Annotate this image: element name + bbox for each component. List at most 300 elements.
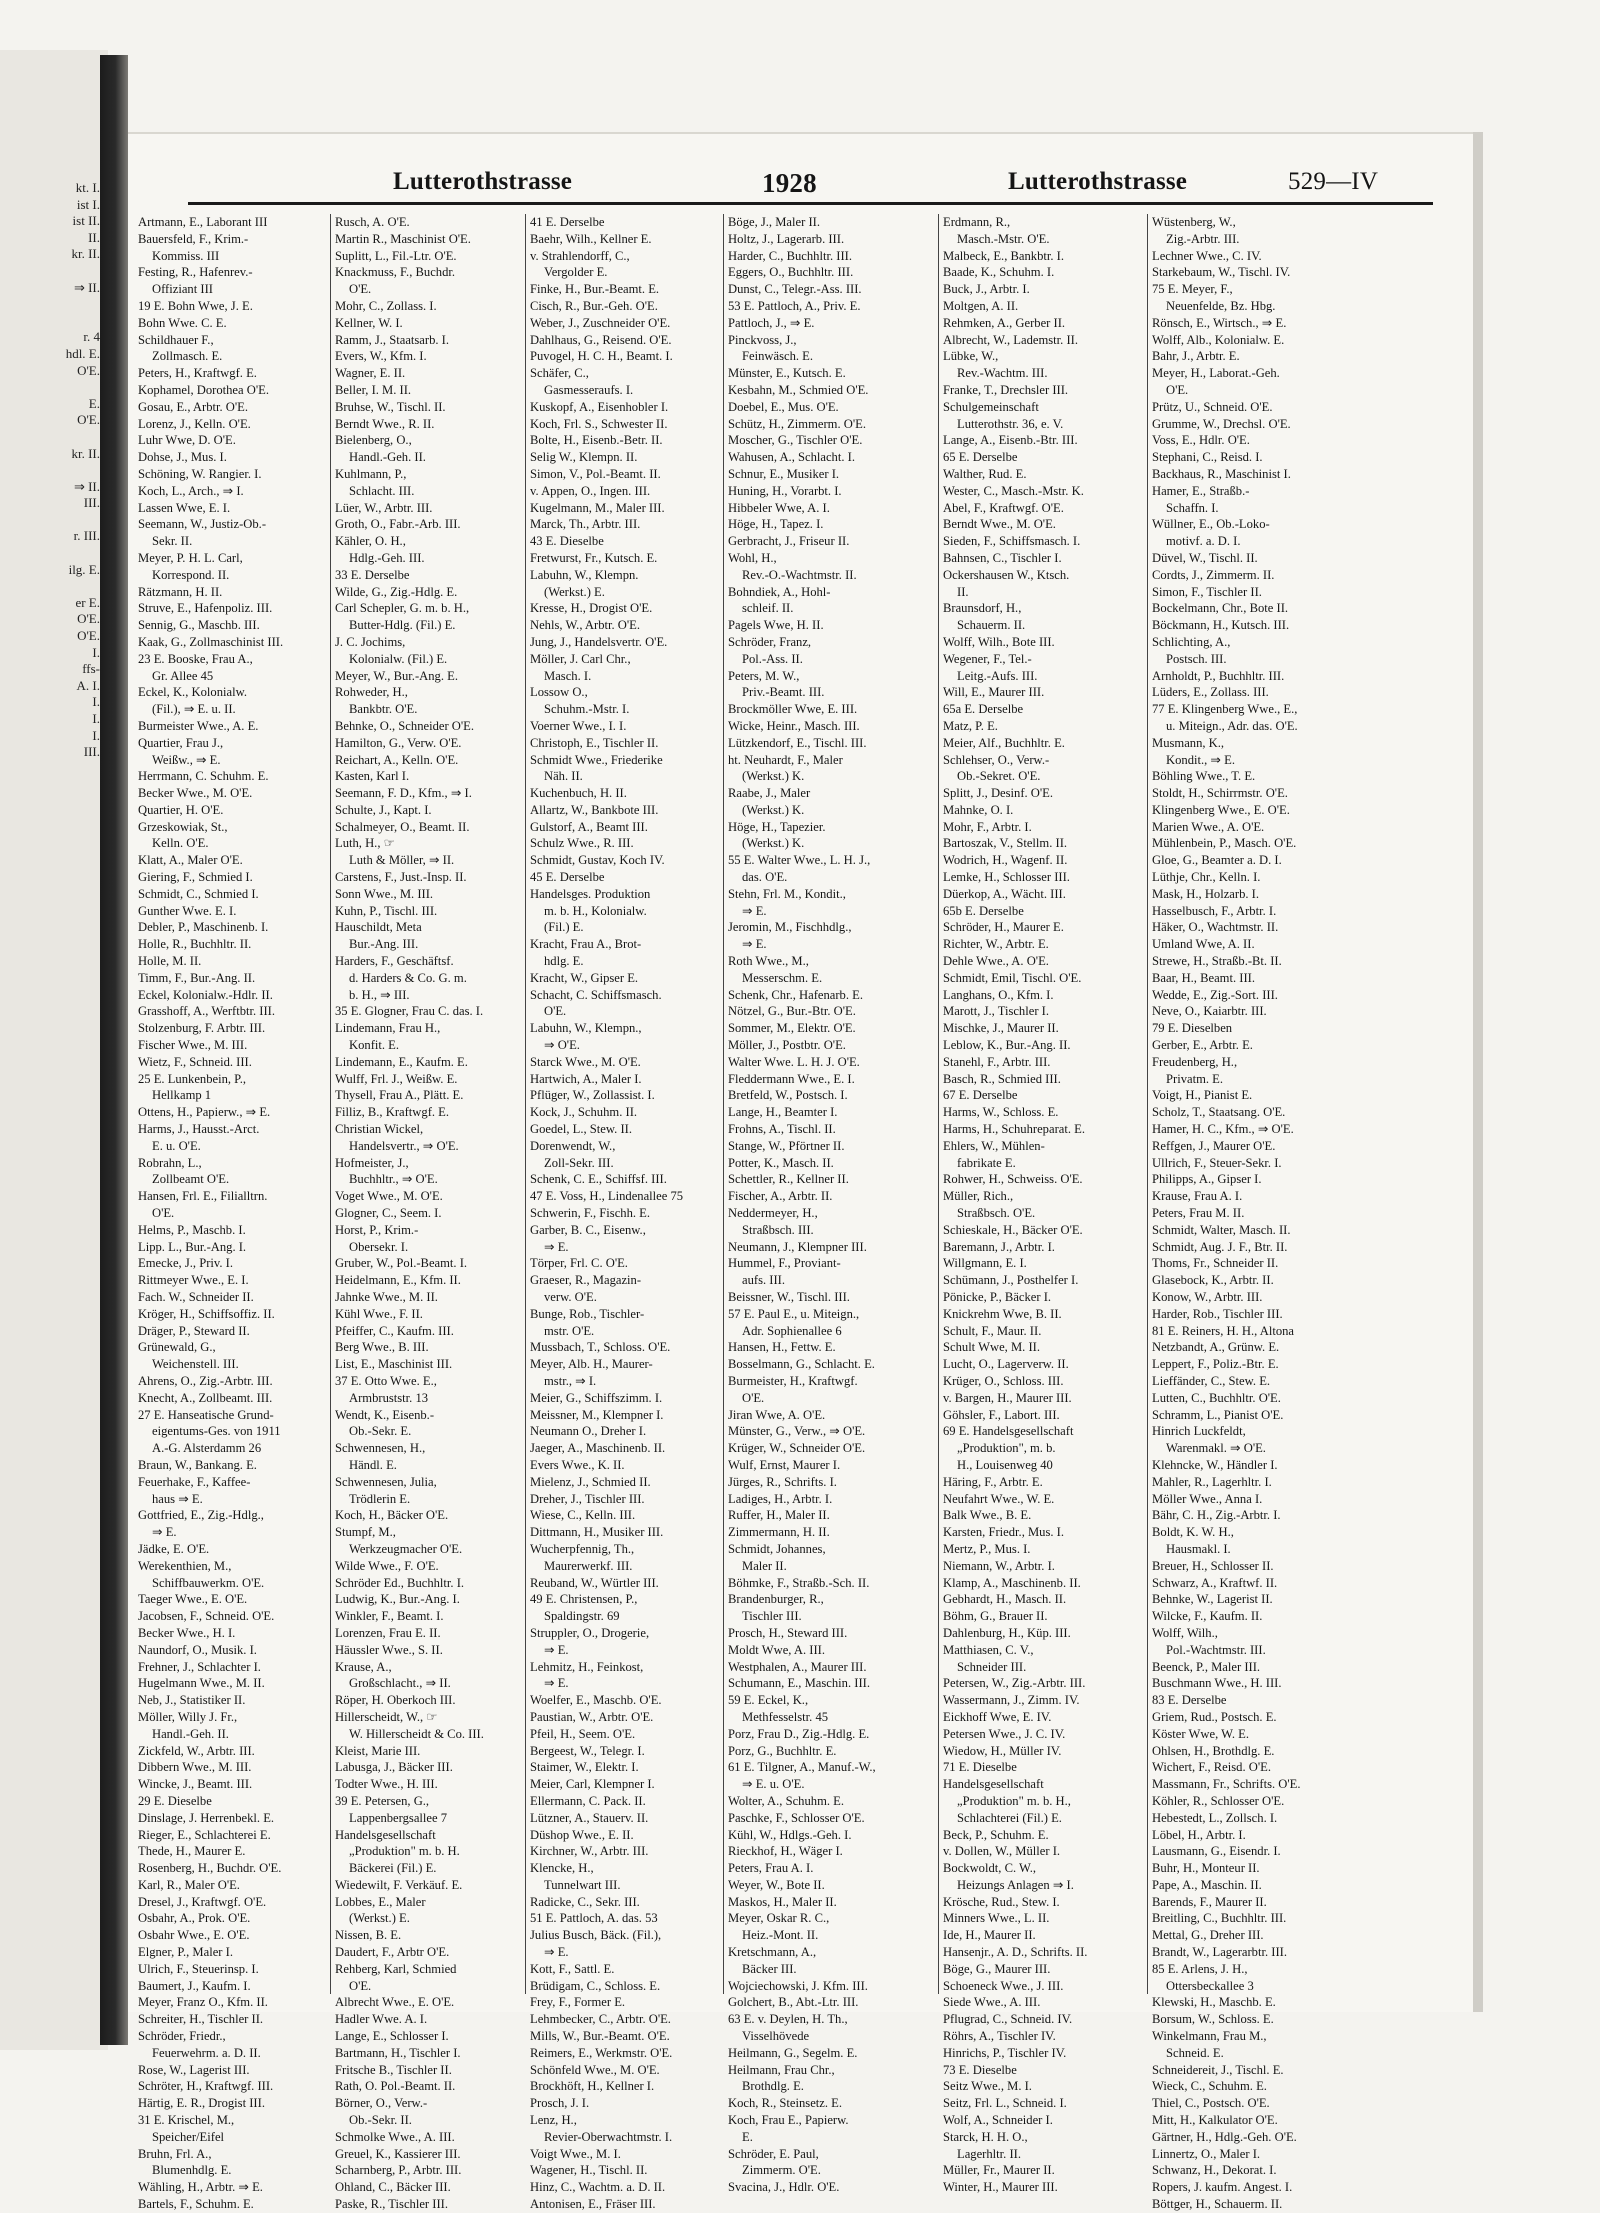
directory-entry: 65b E. Derselbe <box>943 903 1024 918</box>
directory-entry: Ob.-Sekr. II. <box>349 2113 412 2128</box>
directory-entry: Scharnberg, P., Arbtr. III. <box>335 2163 462 2178</box>
directory-entry: Harms, W., Schloss. E. <box>943 1105 1059 1120</box>
directory-entry: Behnke, W., Lagerist II. <box>1152 1592 1273 1607</box>
directory-entry: Hdlg.-Geh. III. <box>349 550 425 565</box>
directory-entry: Wicke, Heinr., Masch. III. <box>728 718 860 733</box>
directory-entry: Beller, I. M. II. <box>335 382 412 397</box>
directory-entry: Voget Wwe., M. O'E. <box>335 1189 443 1204</box>
directory-entry: Ob.-Sekret. O'E. <box>957 769 1041 784</box>
directory-entry: Schlichting, A., <box>1152 634 1231 649</box>
directory-entry: Daudert, F., Arbtr O'E. <box>335 1945 450 1960</box>
directory-entry: Gasmesseraufs. I. <box>544 382 634 397</box>
directory-entry: Julius Busch, Bäck. (Fil.), <box>530 1928 662 1943</box>
directory-entry: Dunst, C., Telegr.-Ass. III. <box>728 282 862 297</box>
directory-entry: Sommer, M., Elektr. O'E. <box>728 1021 856 1036</box>
left-page-fragment: ffs- <box>82 661 100 677</box>
directory-entry: Kelln. O'E. <box>152 836 209 851</box>
directory-entry: Harder, Rob., Tischler III. <box>1152 1306 1283 1321</box>
directory-entry: Bäckerei (Fil.) E. <box>349 1861 437 1876</box>
directory-entry: Wähling, H., Arbtr. ⇒ E. <box>138 2180 263 2195</box>
left-page-fragment <box>0 379 100 396</box>
page-reference: 529—IV <box>1288 168 1379 195</box>
directory-entry: Bretfeld, W., Postsch. I. <box>728 1088 848 1103</box>
directory-entry: ht. Neuhardt, F., Maler <box>728 752 843 767</box>
directory-entry: Hugelmann Wwe., M. II. <box>138 1676 265 1691</box>
left-page-fragment <box>0 429 100 446</box>
directory-entry: Langhans, O., Kfm. I. <box>943 987 1054 1002</box>
directory-entry: Richter, W., Arbtr. E. <box>943 937 1049 952</box>
directory-entry: Handelsvertr., ⇒ O'E. <box>349 1138 459 1153</box>
directory-entry: Pinckvoss, J., <box>728 332 797 347</box>
directory-entry: 61 E. Tilgner, A., Manuf.-W., <box>728 1760 876 1775</box>
directory-entry: Schwennesen, Julia, <box>335 1474 437 1489</box>
directory-entry: Beissner, W., Tischl. III. <box>728 1290 850 1304</box>
directory-entry: Holle, M. II. <box>138 954 202 969</box>
directory-entry: Dreher, J., Tischler III. <box>530 1491 645 1506</box>
directory-entry: Ulrich, F., Steuerinsp. I. <box>138 1961 259 1976</box>
directory-entry: Groth, O., Fabr.-Arb. III. <box>335 517 461 532</box>
directory-entry: A.-G. Alsterdamm 26 <box>152 1441 262 1456</box>
directory-entry: Golchert, B., Abt.-Ltr. III. <box>728 1995 859 2010</box>
directory-entry: Arnholdt, P., Buchhltr. III. <box>1152 668 1285 683</box>
directory-entry: Quartier, H. O'E. <box>138 802 224 817</box>
directory-entry: Hamilton, G., Verw. O'E. <box>335 735 462 750</box>
directory-entry: O'E. <box>349 282 372 297</box>
directory-entry: ⇒ E. <box>544 1642 569 1657</box>
directory-entry: Zollmasch. E. <box>152 349 223 364</box>
directory-entry: Pape, A., Maschin. II. <box>1152 1877 1262 1892</box>
directory-entry: Petersen, W., Zig.-Arbtr. III. <box>943 1676 1086 1691</box>
left-page-fragment: ilg. E. <box>68 561 100 577</box>
directory-entry: Kellner, W. I. <box>335 315 403 330</box>
directory-entry: 83 E. Derselbe <box>1152 1693 1227 1708</box>
directory-entry: schleif. II. <box>742 601 794 616</box>
left-page-fragment: ist II. <box>72 213 100 229</box>
directory-entry: Lossow O., <box>530 685 588 700</box>
directory-entry: Wahusen, A., Schlacht. I. <box>728 450 855 465</box>
directory-entry: Lausmann, G., Eisendr. I. <box>1152 1844 1281 1859</box>
directory-entry: Näh. II. <box>544 769 583 784</box>
directory-entry: Malbeck, E., Bankbtr. I. <box>943 248 1065 263</box>
directory-entry: Schildhauer F., <box>138 332 214 347</box>
directory-entry: Postsch. III. <box>1166 651 1227 666</box>
directory-entry: Krüger, W., Schneider O'E. <box>728 1441 866 1456</box>
directory-entry: Suplitt, L., Fil.-Ltr. O'E. <box>335 248 457 263</box>
directory-entry: Hinrichs, P., Tischler IV. <box>943 2045 1067 2060</box>
directory-entry: Massmann, Fr., Schrifts. O'E. <box>1152 1777 1301 1792</box>
directory-entry: Doebel, E., Mus. O'E. <box>728 399 839 414</box>
directory-entry: Ide, H., Maurer II. <box>943 1928 1036 1943</box>
directory-entry: 29 E. Dieselbe <box>138 1793 212 1808</box>
left-page-fragment: O'E. <box>77 362 100 378</box>
directory-entry: Jaeger, A., Maschinenb. II. <box>530 1441 666 1456</box>
directory-entry: Potter, K., Masch. II. <box>728 1155 834 1170</box>
directory-entry: Knackmuss, F., Buchdr. <box>335 265 456 280</box>
directory-entry: Ohlsen, H., Brothdlg. E. <box>1152 1743 1275 1758</box>
directory-entry: aufs. III. <box>742 1273 786 1288</box>
directory-entry: 63 E. v. Deylen, H. Th., <box>728 2012 848 2027</box>
directory-entry: mstr., ⇒ I. <box>544 1373 597 1388</box>
directory-entry: Schröder Ed., Buchhltr. I. <box>335 1575 465 1590</box>
directory-entry: Schönfeld Wwe., M. O'E. <box>530 2062 660 2077</box>
directory-entry: Seitz, Frl. L., Schneid. I. <box>943 2096 1067 2111</box>
directory-entry: Cordts, J., Zimmerm. II. <box>1152 567 1275 582</box>
directory-entry: Musmann, K., <box>1152 735 1225 750</box>
directory-entry: Griem, Rud., Postsch. E. <box>1152 1709 1277 1724</box>
directory-entry: Gulstorf, A., Beamt III. <box>530 819 648 834</box>
directory-entry: Starck, H. H. O., <box>943 2129 1028 2144</box>
directory-entry: Hamer, E., Straßb.- <box>1152 483 1250 498</box>
directory-entry: Bohndiek, A., Hohl- <box>728 584 831 599</box>
directory-entry: Taeger Wwe., E. O'E. <box>138 1592 248 1607</box>
directory-entry: Woelfer, E., Maschb. O'E. <box>530 1693 662 1708</box>
left-page-fragment: II. <box>88 229 100 245</box>
left-page-fragment: I. <box>92 727 100 743</box>
directory-entry: Rieger, E., Schlachterei E. <box>138 1827 271 1842</box>
directory-entry: Starkebaum, W., Tischl. IV. <box>1152 265 1291 280</box>
directory-entry: Kuhn, P., Tischl. III. <box>335 903 438 918</box>
directory-entry: Brockmöller Wwe, E. III. <box>728 702 858 717</box>
directory-entry: Barends, F., Maurer II. <box>1152 1894 1267 1909</box>
directory-entry: Frohns, A., Tischl. II. <box>728 1122 836 1137</box>
directory-entry: Klamp, A., Maschinenb. II. <box>943 1575 1081 1590</box>
directory-entry: Wolff, Wilh., Bote III. <box>943 634 1055 649</box>
directory-entry: Struve, E., Hafenpoliz. III. <box>138 601 273 616</box>
column-divider <box>723 214 724 1994</box>
directory-entry: Gunther Wwe. E. I. <box>138 903 237 918</box>
directory-entry: Gr. Allee 45 <box>152 668 214 683</box>
directory-entry: Basch, R., Schmied III. <box>943 1071 1061 1086</box>
directory-entry: Ohland, C., Bäcker III. <box>335 2180 451 2195</box>
directory-entry: Helms, P., Maschb. I. <box>138 1222 246 1237</box>
directory-entry: ⇒ E. u. O'E. <box>742 1777 805 1792</box>
directory-entry: Hinrich Luckfeldt, <box>1152 1424 1246 1439</box>
left-page-fragment: O'E. <box>77 611 100 627</box>
directory-entry: Pfeil, H., Seem. O'E. <box>530 1726 636 1741</box>
directory-entry: (Werkst.) E. <box>544 584 605 599</box>
directory-entry: Schoeneck Wwe., J. III. <box>943 1978 1064 1993</box>
directory-entry: Münster, E., Kutsch. E. <box>728 366 846 381</box>
left-page-fragment: I. <box>92 694 100 710</box>
directory-entry: Möller Wwe., Anna I. <box>1152 1491 1263 1506</box>
left-page-fragment: I. <box>92 711 100 726</box>
directory-entry: Breuer, H., Schlosser II. <box>1152 1558 1274 1573</box>
directory-entry: Schmidt, Walter, Masch. II. <box>1152 1222 1291 1237</box>
directory-entry: Tunnelwart III. <box>544 1877 621 1892</box>
directory-entry: Schlachterei (Fil.) E. <box>957 1810 1062 1825</box>
directory-entry: Fischer, A., Arbtr. II. <box>728 1189 833 1204</box>
directory-entry: Schwanz, H., Dekorat. I. <box>1152 2163 1277 2178</box>
left-page-fragment: er E. <box>75 594 100 610</box>
directory-entry: Meyer, W., Bur.-Ang. E. <box>335 668 458 683</box>
directory-entry: „Produktion", m. b. <box>957 1441 1056 1456</box>
directory-entry: Lagerhltr. II. <box>957 2146 1021 2161</box>
directory-entry: H., Louisenweg 40 <box>957 1457 1053 1472</box>
directory-entry: Zig.-Arbtr. III. <box>1166 231 1240 246</box>
directory-entry: Baumert, J., Kaufm. I. <box>138 1978 251 1993</box>
directory-entry: Ottersbeckallee 3 <box>1166 1978 1254 1993</box>
directory-entry: II. <box>957 584 969 599</box>
directory-entry: Selig W., Klempn. II. <box>530 450 638 465</box>
directory-entry: Vergolder E. <box>544 265 608 280</box>
directory-entry: Hellkamp 1 <box>152 1088 212 1103</box>
directory-entry: v. Dollen, W., Müller I. <box>943 1844 1061 1859</box>
directory-entry: Löbel, H., Arbtr. I. <box>1152 1827 1246 1842</box>
directory-entry: Maler II. <box>742 1558 787 1573</box>
directory-entry: (Werkst.) K. <box>742 769 805 784</box>
directory-entry: Sekr. II. <box>152 534 193 549</box>
directory-entry: 71 E. Dieselbe <box>943 1760 1017 1775</box>
directory-entry: Möller, J., Postbtr. O'E. <box>728 1038 846 1053</box>
directory-entry: Bergeest, W., Telegr. I. <box>530 1743 645 1758</box>
directory-entry: Ullrich, F., Steuer-Sekr. I. <box>1152 1155 1282 1170</box>
directory-entry: Schettler, R., Kellner II. <box>728 1172 849 1187</box>
directory-entry: Häussler Wwe., S. II. <box>335 1642 443 1657</box>
directory-entry: Meyer, H., Laborat.-Geh. <box>1152 366 1280 381</box>
directory-entry: Labusga, J., Bäcker III. <box>335 1760 453 1775</box>
directory-entry: 31 E. Krischel, M., <box>138 2113 235 2128</box>
directory-entry: Jahnke Wwe., M. II. <box>335 1290 438 1304</box>
directory-entry: Schöning, W. Rangier. I. <box>138 466 262 481</box>
directory-entry: Meyer, Alb. H., Maurer- <box>530 1357 653 1372</box>
directory-entry: Brandt, W., Lagerarbtr. III. <box>1152 1945 1287 1960</box>
directory-entry: Mask, H., Holzarb. I. <box>1152 886 1260 901</box>
directory-entry: Lutten, C., Buchhltr. O'E. <box>1152 1390 1281 1405</box>
directory-entry: Harms, J., Hausst.-Arct. <box>138 1122 260 1137</box>
directory-entry: „Produktion" m. b. H., <box>957 1793 1071 1808</box>
directory-entry: Baar, H., Beamt. III. <box>1152 970 1256 985</box>
directory-entry: Westphalen, A., Maurer III. <box>728 1659 867 1674</box>
directory-entry: Wilcke, F., Kaufm. II. <box>1152 1609 1263 1624</box>
directory-entry: Brothdlg. E. <box>742 2079 804 2094</box>
directory-entry: Hansenjr., A. D., Schrifts. II. <box>943 1945 1088 1960</box>
directory-entry: Häring, F., Arbtr. E. <box>943 1474 1043 1489</box>
left-page-fragment <box>0 578 100 595</box>
directory-entry: Schauerm. II. <box>957 618 1026 633</box>
directory-entry: Nötzel, G., Bur.-Btr. O'E. <box>728 1004 856 1019</box>
directory-entry: Spaldingstr. 69 <box>544 1609 620 1624</box>
column-1 <box>138 214 324 2212</box>
directory-entry: Schmidt, Emil, Tischl. O'E. <box>943 970 1082 985</box>
directory-entry: Kühl Wwe., F. II. <box>335 1306 423 1321</box>
book-spine-shadow <box>100 55 128 2045</box>
directory-entry: Kommiss. III <box>152 248 220 263</box>
directory-entry: Wietz, F., Schneid. III. <box>138 1054 252 1069</box>
directory-entry: Allartz, W., Bankbote III. <box>530 802 659 817</box>
directory-entry: Mühlenbein, P., Masch. O'E. <box>1152 836 1297 851</box>
directory-entry: Bartels, F., Schuhm. E. <box>138 2197 254 2212</box>
directory-entry: Mahnke, O. I. <box>943 802 1014 817</box>
directory-entry: Pönicke, P., Bäcker I. <box>943 1290 1052 1304</box>
directory-entry: Böge, G., Maurer III. <box>943 1961 1051 1976</box>
directory-entry: Visselhövede <box>742 2029 810 2044</box>
directory-entry: Lindemann, Frau H., <box>335 1021 441 1036</box>
directory-entry: Balk Wwe., B. E. <box>943 1508 1032 1523</box>
directory-entry: Herrmann, C. Schuhm. E. <box>138 769 269 784</box>
directory-entry: Winter, H., Maurer III. <box>943 2180 1058 2195</box>
directory-entry: Lehmbecker, C., Arbtr. O'E. <box>530 2012 671 2027</box>
left-page-fragment: kr. II. <box>71 246 100 262</box>
directory-entry: Splitt, J., Desinf. O'E. <box>943 786 1054 801</box>
book-binding-left-page <box>0 50 108 2050</box>
directory-entry: Kondit., ⇒ E. <box>1166 752 1235 767</box>
directory-entry: Klewski, H., Maschb. E. <box>1152 1995 1276 2010</box>
directory-entry: 65 E. Derselbe <box>943 450 1018 465</box>
left-page-fragment: kt. I. <box>75 180 100 195</box>
directory-entry: Neumann, J., Klempner III. <box>728 1239 867 1254</box>
directory-entry: Franke, T., Drechsler III. <box>943 382 1069 397</box>
directory-entry: Emecke, J., Priv. I. <box>138 1256 234 1271</box>
directory-entry: Gerbracht, J., Friseur II. <box>728 534 850 549</box>
directory-entry: 45 E. Derselbe <box>530 870 605 885</box>
directory-entry: Rönsch, E., Wirtsch., ⇒ E. <box>1152 315 1287 330</box>
directory-entry: 85 E. Arlens, J. H., <box>1152 1961 1248 1976</box>
directory-entry: Schult, F., Maur. II. <box>943 1323 1042 1338</box>
directory-entry: Heizungs Anlagen ⇒ I. <box>957 1877 1074 1892</box>
directory-entry: v. Strahlendorff, C., <box>530 248 630 263</box>
left-page-fragment <box>0 263 100 280</box>
directory-entry: Trödlerin E. <box>349 1491 411 1506</box>
directory-entry: Schmidt, Johannes, <box>728 1541 826 1556</box>
directory-entry: Beck, P., Schuhm. E. <box>943 1827 1049 1842</box>
directory-entry: Stephani, C., Reisd. I. <box>1152 450 1263 465</box>
page-header <box>128 162 1473 210</box>
directory-entry: Stoldt, H., Schirrmstr. O'E. <box>1152 786 1288 801</box>
directory-entry: Beenck, P., Maler III. <box>1152 1659 1261 1674</box>
directory-entry: Netzbandt, A., Grünw. E. <box>1152 1340 1280 1355</box>
directory-entry: Eckel, K., Kolonialw. <box>138 685 248 700</box>
directory-entry: Feinwäsch. E. <box>742 349 813 364</box>
directory-entry: Ropers, J. kaufm. Angest. I. <box>1152 2180 1293 2195</box>
directory-entry: Bosselmann, G., Schlacht. E. <box>728 1357 875 1372</box>
directory-entry: Lorenz, J., Kelln. O'E. <box>138 416 251 431</box>
directory-entry: Kock, J., Schuhm. II. <box>530 1105 638 1120</box>
directory-entry: Mohr, C., Zollass. I. <box>335 298 437 313</box>
directory-entry: Bohn Wwe. C. E. <box>138 315 227 330</box>
directory-entry: Linnertz, O., Maler I. <box>1152 2146 1261 2161</box>
directory-entry: Neuenfelde, Bz. Hbg. <box>1166 298 1276 313</box>
directory-entry: Dinslage, J. Herrenbekl. E. <box>138 1810 275 1825</box>
directory-entry: Backhaus, R., Maschinist I. <box>1152 466 1291 481</box>
directory-entry: Schenk, Chr., Hafenarb. E. <box>728 987 863 1002</box>
directory-entry: Reuband, W., Würtler III. <box>530 1575 659 1590</box>
directory-entry: Albrecht Wwe., E. O'E. <box>335 1995 455 2010</box>
left-page-fragment <box>0 545 100 562</box>
directory-entry: Robrahn, L., <box>138 1155 202 1170</box>
directory-entry: Dittmann, H., Musiker III. <box>530 1525 664 1540</box>
directory-entry: Schult Wwe, M. II. <box>943 1340 1041 1355</box>
directory-entry: Boldt, K. W. H., <box>1152 1525 1234 1540</box>
directory-entry: Klehncke, W., Händler I. <box>1152 1457 1278 1472</box>
directory-entry: Gebhardt, H., Masch. II. <box>943 1592 1067 1607</box>
left-page-fragment <box>0 313 100 330</box>
directory-entry: Lenz, H., <box>530 2113 577 2128</box>
directory-entry: Frey, F., Former E. <box>530 1995 626 2010</box>
column-6 <box>1152 214 1338 2212</box>
directory-entry: Lipp. L., Bur.-Ang. I. <box>138 1239 247 1254</box>
directory-entry: Bur.-Ang. III. <box>349 937 419 952</box>
directory-entry: Schröder, H., Maurer E. <box>943 920 1064 935</box>
directory-entry: Luth, H., ☞ <box>335 836 395 851</box>
directory-entry: Wedde, E., Zig.-Sort. III. <box>1152 987 1278 1002</box>
directory-entry: Jeromin, M., Fischhdlg., <box>728 920 852 935</box>
directory-entry: Meyer, Oskar R. C., <box>728 1911 830 1926</box>
directory-entry: Wincke, J., Beamt. III. <box>138 1777 253 1792</box>
directory-entry: d. Harders & Co. G. m. <box>349 970 467 985</box>
directory-entry: Matz, P. E. <box>943 718 998 733</box>
directory-entry: Moldt Wwe, A. III. <box>728 1642 826 1657</box>
directory-entry: Masch.-Mstr. O'E. <box>957 231 1050 246</box>
directory-entry: Wohl, H., <box>728 550 777 565</box>
directory-entry: Straßbsch. O'E. <box>957 1206 1036 1221</box>
directory-entry: Fretwurst, Fr., Kutsch. E. <box>530 550 658 565</box>
left-page-fragment: ist I. <box>76 196 100 212</box>
directory-entry: Zoll-Sekr. III. <box>544 1155 614 1170</box>
directory-entry: Handelsgesellschaft <box>943 1777 1044 1792</box>
directory-entry: Kähler, O. H., <box>335 534 406 549</box>
directory-entry: 35 E. Glogner, Frau C. das. I. <box>335 1004 484 1019</box>
directory-entry: Hartwich, A., Maler I. <box>530 1071 642 1086</box>
directory-entry: Hinz, C., Wachtm. a. D. II. <box>530 2180 666 2195</box>
directory-entry: Rose, W., Lagerist III. <box>138 2062 250 2077</box>
directory-entry: Mills, W., Bur.-Beamt. O'E. <box>530 2029 670 2044</box>
directory-entry: Schwennesen, H., <box>335 1441 426 1456</box>
directory-entry: Harms, H., Schuhreparat. E. <box>943 1122 1085 1137</box>
directory-entry: Meier, Alf., Buchhltr. E. <box>943 735 1065 750</box>
directory-entry: Schiffbauwerkm. O'E. <box>152 1575 265 1590</box>
directory-entry: Meyer, Franz O., Kfm. II. <box>138 1995 268 2010</box>
directory-entry: Möller, J. Carl Chr., <box>530 651 631 666</box>
directory-entry: Evers Wwe., K. II. <box>530 1457 625 1472</box>
directory-entry: Böckmann, H., Kutsch. III. <box>1152 618 1290 633</box>
directory-entry: Seemann, W., Justiz-Ob.- <box>138 517 267 532</box>
left-page-fragment: r. 4 <box>83 329 100 345</box>
directory-entry: Messerschm. E. <box>742 970 823 985</box>
directory-entry: Abel, F., Kraftwgf. O'E. <box>943 500 1064 515</box>
directory-entry: Köhler, R., Schlosser O'E. <box>1152 1793 1285 1808</box>
directory-entry: Kugelmann, M., Maler III. <box>530 500 665 515</box>
directory-entry: Zollbeamt O'E. <box>152 1172 230 1187</box>
directory-entry: Martin R., Maschinist O'E. <box>335 231 471 246</box>
directory-entry: Stumpf, M., <box>335 1525 396 1540</box>
directory-entry: Wagener, H., Tischl. II. <box>530 2163 648 2178</box>
directory-entry: Ahrens, O., Zig.-Arbtr. III. <box>138 1373 273 1388</box>
directory-entry: 65a E. Derselbe <box>943 702 1024 717</box>
directory-entry: Wüllner, E., Ob.-Loko- <box>1152 517 1270 532</box>
directory-entry: Freudenberg, H., <box>1152 1054 1238 1069</box>
directory-entry: Jiran Wwe, A. O'E. <box>728 1407 826 1422</box>
directory-entry: Koch, Frau E., Papierw. <box>728 2113 849 2128</box>
left-page-fragment: III. <box>83 495 100 511</box>
directory-entry: Adr. Sophienallee 6 <box>742 1323 842 1338</box>
directory-entry: Rätzmann, H. II. <box>138 584 223 599</box>
directory-entry: Rehmken, A., Gerber II. <box>943 315 1066 330</box>
directory-entry: Lechner Wwe., C. IV. <box>1152 248 1262 263</box>
directory-entry: Antonisen, E., Fräser III. <box>530 2197 656 2212</box>
directory-entry: Mettal, G., Dreher III. <box>1152 1928 1264 1943</box>
directory-entry: Großschlacht., ⇒ II. <box>349 1676 451 1691</box>
directory-entry: Seemann, F. D., Kfm., ⇒ I. <box>335 786 472 801</box>
directory-entry: Schmidt Wwe., Friederike <box>530 752 663 767</box>
directory-entry: Lübke, W., <box>943 349 999 364</box>
directory-entry: Buschmann Wwe., H. III. <box>1152 1676 1282 1691</box>
directory-entry: Schmidt, Gustav, Koch IV. <box>530 853 665 868</box>
directory-entry: Schuhm.-Mstr. I. <box>544 702 630 717</box>
directory-entry: Garber, B. C., Eisenw., <box>530 1222 646 1237</box>
directory-entry: Baremann, J., Arbtr. I. <box>943 1239 1055 1254</box>
directory-entry: Berg Wwe., B. III. <box>335 1340 429 1355</box>
directory-entry: Schnur, E., Musiker I. <box>728 466 840 481</box>
